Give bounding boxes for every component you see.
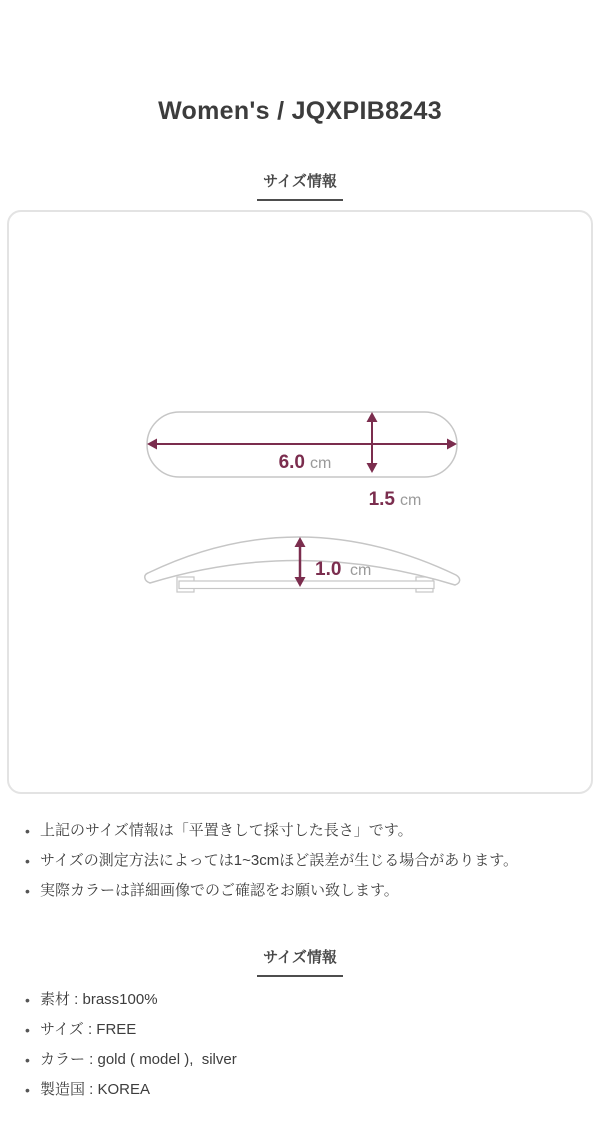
spec-item-country: • 製造国 : KOREA [25, 1075, 582, 1105]
size-diagram [9, 212, 591, 792]
spec-item-material: • 素材 : brass100% [25, 985, 582, 1015]
size-info-header: サイズ情報 [257, 171, 343, 201]
size-diagram-box [7, 210, 593, 794]
spec-info-header-wrap [0, 947, 600, 978]
clip-bar [179, 581, 434, 589]
spec-list [25, 985, 582, 1105]
thickness-unit-label: cm [400, 492, 422, 509]
width-value-label: 6.0 [278, 452, 305, 473]
page-title: Women's / JQXPIB8243 [158, 97, 442, 125]
spec-item-size: • サイズ : FREE [25, 1015, 582, 1045]
size-note-item: • 上記のサイズ情報は「平置きして採寸した長さ」です。 [25, 816, 582, 846]
barrette-clip-mechanism [177, 577, 434, 592]
size-notes-list [25, 816, 582, 906]
thickness-value-label: 1.5 [368, 489, 395, 510]
size-info-header-wrap [0, 171, 600, 202]
height-value-label: 1.0 [315, 559, 342, 580]
spec-item-color: • カラー : gold ( model ), silver [25, 1045, 582, 1075]
height-arrow [295, 537, 306, 587]
spec-info-header: サイズ情報 [257, 947, 343, 977]
size-note-item: • 実際カラーは詳細画像でのご確認をお願い致します。 [25, 876, 582, 906]
height-unit-label: cm [350, 562, 372, 579]
width-unit-label: cm [310, 455, 332, 472]
size-note-item: • サイズの測定方法によっては1~3cmほど誤差が生じる場合があります。 [25, 846, 582, 876]
